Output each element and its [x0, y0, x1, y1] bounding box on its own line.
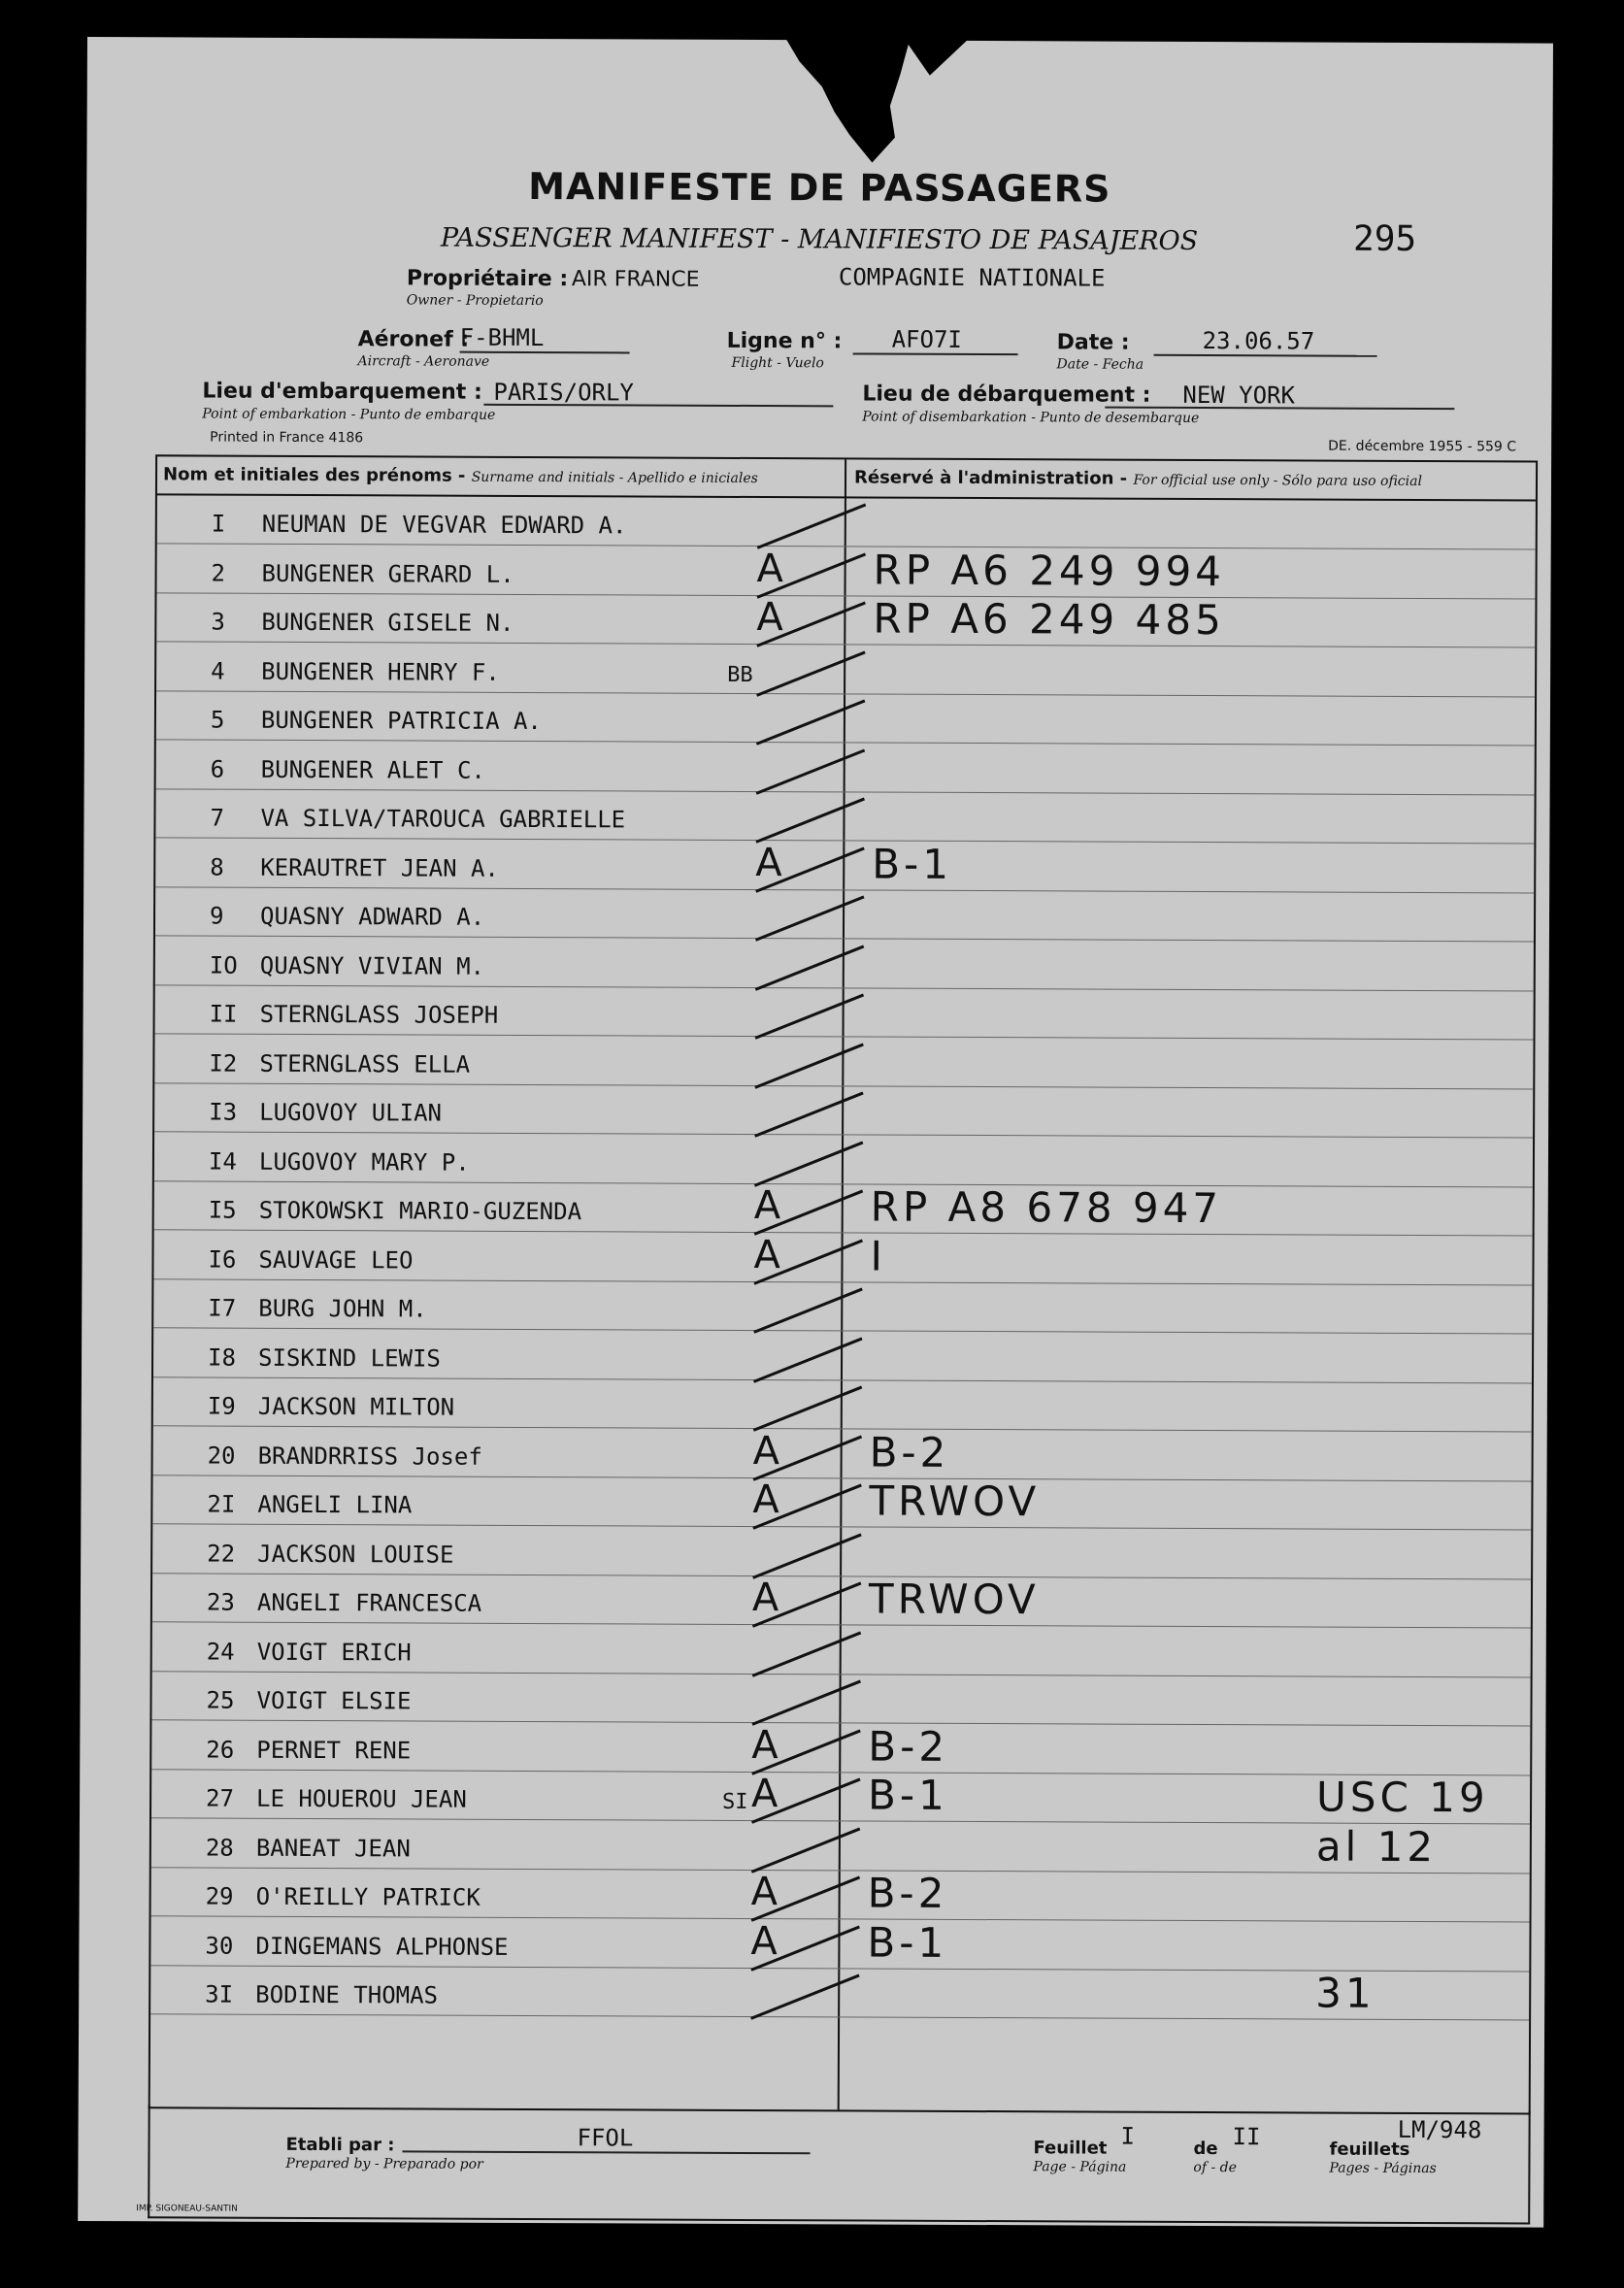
- handwritten-mark: A: [756, 546, 784, 591]
- flight-value: AFO7I: [891, 325, 962, 353]
- check-slash: [753, 1288, 863, 1334]
- passenger-name: BRANDRRISS Josef: [257, 1442, 482, 1471]
- table-row: [151, 1819, 1530, 1874]
- handwritten-note: B-2: [869, 1428, 950, 1476]
- of-value: II: [1232, 2123, 1261, 2151]
- check-slash: [756, 748, 866, 794]
- table-row: [153, 1329, 1532, 1383]
- handwritten-note: B-2: [867, 1869, 948, 1917]
- passenger-name: BANEAT JEAN: [255, 1834, 411, 1862]
- passenger-name: O'REILLY PATRICK: [255, 1882, 481, 1911]
- form-code: DE. décembre 1955 - 559 C: [1328, 438, 1517, 455]
- row-number: 25: [206, 1686, 235, 1714]
- disembark-label: Lieu de débarquement :: [862, 381, 1151, 408]
- check-slash: [751, 1827, 861, 1873]
- passenger-name: BUNGENER GERARD L.: [261, 559, 514, 588]
- handwritten-note: TRWOV: [868, 1575, 1040, 1624]
- check-slash: [751, 1680, 861, 1726]
- table-row: [154, 1181, 1533, 1236]
- sheet-sub: Page - Página: [1033, 2159, 1127, 2175]
- handwritten-mark: A: [750, 1870, 779, 1915]
- prepared-label: Etabli par :: [285, 2134, 395, 2156]
- check-slash: [755, 798, 865, 844]
- flight-line: [853, 352, 1018, 355]
- handwritten-mark: A: [753, 1232, 781, 1277]
- passenger-name: VA SILVA/TAROUCA GABRIELLE: [260, 804, 626, 834]
- handwritten-note: B-1: [867, 1918, 948, 1967]
- row-number: 24: [206, 1638, 235, 1666]
- row-number: I4: [208, 1147, 237, 1176]
- printer-credit: IMP. SIGONEAU-SANTIN: [136, 2204, 238, 2214]
- passenger-table: [149, 454, 1538, 2114]
- footer: [148, 2105, 1530, 2224]
- check-slash: [754, 1043, 864, 1088]
- passenger-name: DINGEMANS ALPHONSE: [255, 1932, 509, 1961]
- aircraft-sub: Aircraft - Aeronave: [357, 353, 490, 370]
- row-number: I3: [209, 1098, 238, 1126]
- sheets-label: feuillets: [1329, 2139, 1410, 2160]
- row-number: I8: [208, 1343, 237, 1372]
- check-slash: [753, 1337, 863, 1382]
- prepared-line: [402, 2150, 810, 2154]
- handwritten-note-right: al 12: [1315, 1822, 1438, 1871]
- handwritten-mark: A: [756, 595, 783, 641]
- passenger-name: BURG JOHN M.: [258, 1294, 427, 1323]
- passenger-name: BODINE THOMAS: [255, 1980, 439, 2009]
- check-slash: [754, 1141, 864, 1186]
- sheet-label: Feuillet: [1033, 2138, 1108, 2159]
- row-number: 7: [210, 804, 225, 832]
- passenger-name: VOIGT ERICH: [256, 1638, 412, 1666]
- col-admin-label: Réservé à l'administration -: [853, 467, 1128, 489]
- table-row: [156, 741, 1535, 795]
- manifest-page: [78, 37, 1553, 2228]
- handwritten-note: B-1: [867, 1771, 948, 1819]
- aircraft-label: Aéronef :: [357, 327, 470, 352]
- passenger-name: QUASNY ADWARD A.: [259, 902, 485, 931]
- col-admin-header: [848, 459, 1534, 499]
- owner-value-printed: AIR FRANCE: [571, 267, 700, 292]
- table-row: [155, 985, 1534, 1040]
- row-number: 27: [206, 1784, 235, 1812]
- row-number: I: [211, 510, 226, 538]
- table-row: [155, 887, 1534, 942]
- table-row: [151, 1721, 1530, 1775]
- row-annotation: SI: [722, 1789, 748, 1814]
- table-row: [153, 1427, 1532, 1481]
- table-row: [154, 1083, 1533, 1138]
- row-number: I6: [208, 1245, 237, 1274]
- row-number: 2I: [207, 1490, 236, 1518]
- date-value: 23.06.57: [1202, 327, 1315, 355]
- table-row: [150, 1966, 1529, 2020]
- of-label: de: [1193, 2138, 1218, 2160]
- row-number: II: [209, 1000, 238, 1028]
- table-row: [157, 495, 1536, 549]
- owner-label: Propriétaire :: [406, 266, 569, 292]
- table-row: [156, 593, 1535, 647]
- row-number: 28: [205, 1834, 234, 1862]
- passenger-name: STOKOWSKI MARIO-GUZENDA: [258, 1196, 582, 1226]
- passenger-name: ANGELI LINA: [257, 1490, 413, 1519]
- row-annotation: BB: [727, 662, 753, 687]
- disembark-line: [1105, 407, 1454, 411]
- table-row: [156, 691, 1535, 746]
- sheets-sub: Pages - Páginas: [1329, 2160, 1437, 2177]
- handwritten-note: B-1: [872, 840, 953, 888]
- check-slash: [756, 700, 866, 746]
- row-number: I5: [208, 1196, 237, 1224]
- table-row: [154, 1035, 1533, 1089]
- date-line: [1154, 354, 1377, 357]
- passenger-name: QUASNY VIVIAN M.: [259, 951, 485, 980]
- owner-sub: Owner - Propietario: [406, 292, 544, 310]
- row-number: 23: [206, 1588, 235, 1616]
- row-number: 3I: [205, 1980, 234, 2008]
- handwritten-note: TRWOV: [869, 1476, 1041, 1526]
- table-row: [152, 1476, 1531, 1530]
- embark-value: PARIS/ORLY: [493, 378, 634, 407]
- table-row: [153, 1377, 1532, 1432]
- passenger-name: ANGELI FRANCESCA: [256, 1588, 482, 1617]
- prepared-value: FFOL: [577, 2124, 634, 2152]
- passenger-name: NEUMAN DE VEGVAR EDWARD A.: [261, 510, 627, 540]
- check-slash: [753, 1386, 863, 1432]
- handwritten-note: RP A6 249 994: [873, 546, 1226, 595]
- table-row: [153, 1279, 1532, 1334]
- col-names-sub: Surname and initials - Apellido e iniciales: [471, 469, 758, 487]
- check-slash: [754, 1092, 864, 1138]
- disembark-value: NEW YORK: [1182, 381, 1296, 410]
- passenger-name: STERNGLASS ELLA: [259, 1049, 471, 1078]
- row-number: 20: [207, 1442, 236, 1470]
- page-number: 295: [1353, 218, 1417, 259]
- flight-sub: Flight - Vuelo: [731, 354, 824, 372]
- row-number: 6: [210, 755, 225, 783]
- check-slash: [752, 1631, 862, 1676]
- passenger-name: BUNGENER HENRY F.: [261, 657, 500, 686]
- check-slash: [755, 994, 865, 1040]
- table-row: [152, 1574, 1531, 1628]
- check-slash: [752, 1533, 862, 1578]
- paper-tear-small: [903, 37, 971, 76]
- col-names-label: Nom et initiales des prénoms -: [162, 464, 466, 486]
- check-slash: [757, 504, 867, 549]
- passenger-name: LUGOVOY MARY P.: [258, 1147, 470, 1177]
- passenger-name: LUGOVOY ULIAN: [259, 1098, 443, 1127]
- embark-line: [483, 404, 833, 408]
- manifest-subtitle: PASSENGER MANIFEST - MANIFIESTO DE PASAJEROS: [440, 222, 1199, 256]
- of-sub: of - de: [1193, 2159, 1237, 2176]
- check-slash: [755, 945, 865, 990]
- embark-label: Lieu d'embarquement :: [202, 379, 482, 405]
- table-row: [157, 545, 1536, 599]
- aircraft-value: F-BHML: [459, 323, 545, 352]
- handwritten-note: B-2: [868, 1722, 949, 1771]
- table-row: [151, 1770, 1530, 1824]
- handwritten-note-right: 31: [1315, 1969, 1375, 2017]
- table-row: [153, 1231, 1532, 1285]
- table-row: [155, 839, 1534, 893]
- handwritten-note: RP A6 249 485: [873, 594, 1225, 645]
- passenger-name: VOIGT ELSIE: [256, 1686, 412, 1715]
- check-slash: [755, 896, 865, 942]
- col-names-header: [157, 456, 843, 496]
- row-number: 2: [211, 559, 226, 587]
- table-row: [154, 1133, 1533, 1187]
- row-number: 8: [210, 853, 224, 881]
- passenger-name: SISKIND LEWIS: [258, 1343, 441, 1373]
- reference-number: LM/948: [1397, 2115, 1482, 2144]
- table-row: [152, 1525, 1531, 1579]
- passenger-name: LE HOUEROU JEAN: [256, 1784, 467, 1813]
- row-number: I9: [207, 1392, 236, 1420]
- flight-label: Ligne n° :: [726, 328, 843, 354]
- date-label: Date :: [1056, 330, 1130, 355]
- handwritten-mark: A: [751, 1575, 779, 1621]
- row-number: I2: [209, 1049, 238, 1078]
- handwritten-mark: A: [751, 1772, 779, 1817]
- row-number: 5: [210, 706, 225, 734]
- owner-value-typed: COMPAGNIE NATIONALE: [838, 263, 1106, 292]
- date-sub: Date - Fecha: [1056, 356, 1144, 373]
- manifest-title: MANIFESTE DE PASSAGERS: [528, 164, 1111, 211]
- sheet-value: I: [1120, 2122, 1136, 2150]
- passenger-name: JACKSON LOUISE: [257, 1540, 454, 1569]
- row-number: 4: [211, 657, 225, 685]
- passenger-name: JACKSON MILTON: [257, 1392, 455, 1421]
- embark-sub: Point of embarkation - Punto de embarque: [202, 406, 496, 423]
- handwritten-note: RP A8 678 947: [870, 1182, 1223, 1233]
- row-number: 29: [205, 1882, 234, 1910]
- table-row: [156, 643, 1535, 697]
- table-row: [151, 1868, 1530, 1922]
- disembark-sub: Point of disembarkation - Punto de desembarque: [862, 409, 1200, 427]
- handwritten-note: I: [870, 1232, 887, 1280]
- passenger-name: BUNGENER PATRICIA A.: [260, 706, 542, 736]
- handwritten-mark: A: [750, 1918, 778, 1964]
- passenger-name: BUNGENER ALET C.: [260, 755, 485, 784]
- passenger-name: STERNGLASS JOSEPH: [259, 1000, 499, 1029]
- handwritten-note-right: USC 19: [1315, 1773, 1489, 1822]
- prepared-sub: Prepared by - Preparado por: [285, 2155, 483, 2172]
- handwritten-mark: A: [755, 840, 782, 885]
- handwritten-mark: A: [753, 1183, 781, 1229]
- handwritten-mark: A: [752, 1477, 779, 1523]
- table-row: [155, 789, 1534, 844]
- col-admin-sub: For official use only - Sólo para uso oficial: [1133, 472, 1422, 490]
- row-number: 26: [206, 1736, 235, 1764]
- row-number: 22: [207, 1540, 236, 1568]
- check-slash: [756, 650, 866, 696]
- passenger-name: BUNGENER GISELE N.: [261, 608, 514, 637]
- handwritten-mark: A: [751, 1722, 779, 1768]
- passenger-name: KERAUTRET JEAN A.: [260, 853, 499, 882]
- row-number: 30: [205, 1932, 234, 1960]
- passenger-name: PERNET RENE: [256, 1736, 412, 1764]
- table-row: [152, 1623, 1531, 1677]
- table-row: [155, 937, 1534, 991]
- handwritten-mark: A: [752, 1428, 780, 1474]
- paper-tear: [783, 36, 911, 163]
- row-number: IO: [209, 951, 238, 979]
- passenger-name: SAUVAGE LEO: [258, 1245, 414, 1274]
- check-slash: [750, 1974, 860, 2020]
- row-number: 9: [209, 902, 224, 930]
- row-number: 3: [211, 608, 225, 636]
- printed-note: Printed in France 4186: [210, 429, 364, 447]
- row-number: I7: [208, 1294, 237, 1322]
- table-row: [150, 1917, 1529, 1972]
- table-row: [151, 1672, 1530, 1726]
